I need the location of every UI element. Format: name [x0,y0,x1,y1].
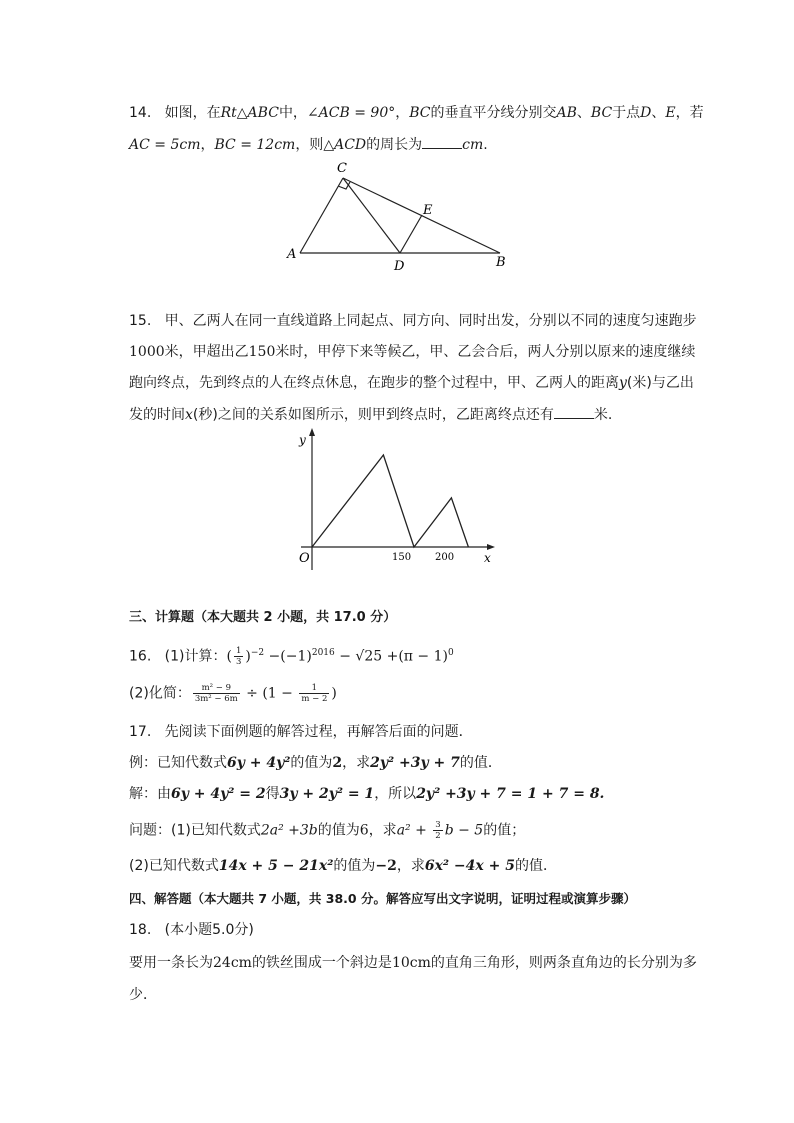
q14-text: 如图，在 [164,105,221,121]
q17-solution: 解：由6y + 4y² = 2得3y + 2y² = 1，所以2y² +3y + 7 = 1 + 7 = 8. [129,786,605,802]
x-axis-arrow [487,544,495,550]
q16-line-2: (2)化简： $\frac{\text{m² − 9}}{\text{3m² − 6m}}$ ÷ (1 − $\frac{1}{m - 2}$ ) [129,683,337,704]
q17-line-1: 17. 先阅读下面例题的解答过程，再解答后面的问题． [129,724,473,740]
section-4-title: 四、解答题（本大题共 7 小题，共 38.0 分。解答应写出文字说明，证明过程或演算步骤） [129,891,636,906]
q17-number: 17. [129,724,152,740]
origin-label: O [299,551,310,566]
series-line [312,455,468,547]
segment-ac [300,178,343,253]
y-axis-label: y [299,433,306,447]
fraction-three-halves: $\frac{3}{2}$ [435,820,441,841]
distance-time-graph [295,424,505,574]
triangle-figure [280,158,520,273]
q18-line-2: 要用一条长为24cm的铁丝围成一个斜边是10cm的直角三角形，则两条直角边的长分别为多 [129,955,697,971]
label-a: A [287,247,297,262]
q15-line-1: 15. 甲、乙两人在同一直线道路上同起点、同方向、同时出发，分别以不同的速度匀速跑步 [129,313,697,329]
q14-line-1: 14. 如图，在Rt△ABC中，∠ACB = 90°，BC的垂直平分线分别交AB、BC于点D、E，若 [129,105,704,121]
label-c: C [337,161,347,176]
q18-score: (本小题5.0分) [164,922,254,938]
segment-cd [343,178,400,253]
fraction-one-third: $\frac{1}{3}$ [235,646,242,668]
q18-line-1 [129,920,254,940]
fraction-expression: $\frac{\text{m² − 9}}{\text{3m² − 6m}}$ [194,683,238,704]
x-tick-200: 200 [435,552,455,563]
q15-line-4: 发的时间x(秒)之间的关系如图所示，则甲到终点时，乙距离终点还有 米. [129,404,612,425]
q15-line-3: 跑向终点，先到终点的人在终点休息，在跑步的整个过程中，甲、乙两人的距离y(米)与乙出 [129,375,694,391]
q14-number: 14. [129,105,152,121]
fraction-expression: $\frac{1}{m - 2}$ [301,683,328,704]
x-tick-150: 150 [392,552,412,563]
q14-line-2: AC = 5cm，BC = 12cm，则△ACD的周长为 cm. [129,134,488,155]
q17-question-1: 问题：(1)已知代数式2a² +3b的值为6，求a² + $\frac{3}{2}$ b − 5的值； [129,820,526,841]
y-axis-arrow [309,428,315,436]
q15-number: 15. [129,313,152,329]
q17-example: 例：已知代数式6y + 4y²的值为2，求2y² +3y + 7的值． [129,755,502,771]
label-d: D [394,259,405,273]
q18-line-3: 少． [129,987,157,1003]
q17-question-2: (2)已知代数式14x + 5 − 21x²的值为−2，求6x² −4x + 5的值． [129,858,557,874]
answer-blank [422,134,462,149]
answer-blank [554,404,594,419]
label-e: E [423,203,433,218]
q16-line-1: 16. (1)计算：( $\frac{1}{3}$ )$^{-2} -(-1)^{2016} - √25 +(\pi - 1)^0$ [129,646,454,668]
q18-number: 18. [129,922,152,938]
q16-number: 16. [129,648,152,665]
q15-line-2: 1000米，甲超出乙150米时，甲停下来等候乙，甲、乙会合后，两人分别以原来的速度继续 [129,344,696,360]
x-axis-label: x [484,551,491,565]
label-b: B [496,255,506,270]
segment-de [400,215,422,253]
section-3-title: 三、计算题（本大题共 2 小题，共 17.0 分） [129,610,397,625]
